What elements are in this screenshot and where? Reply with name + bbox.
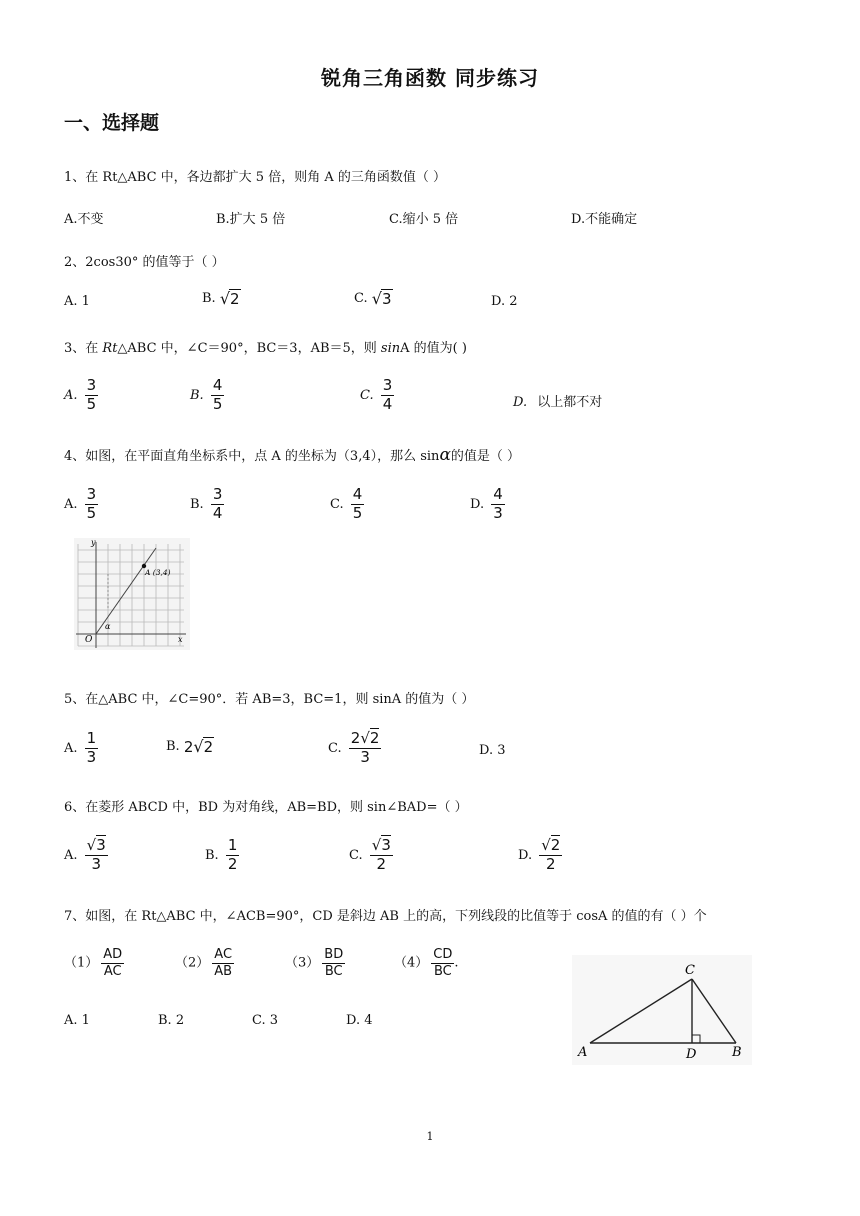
q4-option-d: [470, 487, 505, 522]
q2-option-b: [202, 289, 241, 308]
y-axis-label: y: [91, 538, 96, 547]
q5-option-a-fraction: [85, 731, 99, 766]
q7-item-2: [175, 948, 234, 978]
numerator: 1: [86, 729, 97, 747]
q3-option-c-fraction: [381, 378, 395, 413]
denominator: 3: [493, 503, 503, 522]
q4-option-b-label: B.: [190, 496, 204, 512]
numerator: CD: [433, 947, 453, 962]
q4-option-a-fraction: [85, 487, 99, 522]
question-2-text: 2、2cos30° 的值等于（ ）: [64, 255, 225, 270]
q2-c-radicand: 3: [381, 290, 392, 308]
q3-option-d-text: 以上都不对: [537, 395, 603, 410]
q1-option-c: C.缩小 5 倍: [389, 212, 459, 227]
q7-item-3: [285, 948, 345, 978]
radicand: 3: [381, 836, 391, 854]
q7-fraction-3: [322, 948, 345, 978]
q2-option-c-label: C.: [354, 291, 368, 306]
denominator: 3: [86, 747, 97, 766]
q6-option-a: [64, 838, 108, 873]
denominator: 3: [91, 854, 101, 873]
numerator: 2√2: [350, 729, 380, 747]
q3-option-b-fraction: [211, 378, 225, 413]
vertex-B-label: B: [732, 1045, 742, 1060]
question-7-text: 7、如图，在 Rt△ABC 中，∠ACB=90°，CD 是斜边 AB 上的高，下列线段的比值等于 cosA 的值的有（ ）个: [64, 909, 707, 924]
q4-option-b: [190, 487, 224, 522]
radicand: 3: [96, 836, 106, 854]
q3-option-a-label: A.: [64, 387, 78, 403]
q3-text-mid: △ABC 中，∠C＝90°，BC＝3，AB＝5，则: [117, 341, 381, 356]
q3-text-pre: 3、在: [64, 341, 103, 356]
numerator: AC: [214, 947, 233, 962]
question-6-text: 6、在菱形 ABCD 中，BD 为对角线，AB=BD，则 sin∠BAD=（ ）: [64, 800, 468, 815]
numerator: 3: [212, 485, 223, 503]
question-4-text: [64, 445, 520, 465]
denominator: 3: [360, 747, 370, 766]
q2-option-d: D. 2: [491, 294, 518, 309]
q7-option-c: C. 3: [252, 1013, 279, 1028]
q7-fraction-4: [431, 948, 454, 978]
vertex-A-label: A: [578, 1045, 588, 1060]
item-index: （2）: [175, 955, 210, 971]
denominator: BC: [324, 963, 343, 979]
coefficient: 2: [183, 738, 194, 756]
question-1-text: 1、在 Rt△ABC 中，各边都扩大 5 倍，则角 A 的三角函数值（ ）: [64, 170, 446, 185]
q5-option-c-label: C.: [328, 740, 342, 756]
numerator: √3: [86, 836, 106, 854]
q5-option-d: D. 3: [479, 743, 506, 758]
denominator: AB: [214, 963, 233, 979]
q3-option-c-label: C.: [360, 387, 374, 403]
q3-option-b: [190, 378, 224, 413]
q5-option-b: [166, 737, 214, 756]
radicand: 2: [203, 738, 214, 756]
q6-option-d-label: D.: [518, 847, 533, 863]
q2-option-a: A. 1: [64, 294, 90, 309]
numerator: AD: [103, 947, 123, 962]
q4-option-c: [330, 487, 364, 522]
page-title: 锐角三角函数 同步练习: [321, 66, 539, 90]
alpha-symbol: α: [439, 445, 451, 465]
origin-label: O: [85, 635, 93, 645]
q6-option-b: [205, 838, 239, 873]
numerator: 3: [86, 376, 97, 394]
numerator: 3: [382, 376, 393, 394]
q3-option-d: [513, 391, 602, 410]
q3-option-b-label: B.: [190, 387, 204, 403]
section-heading: 一、选择题: [64, 112, 160, 134]
q2-option-c-value: √ 3: [371, 289, 392, 308]
q7-option-a: A. 1: [64, 1013, 90, 1028]
numerator: 4: [212, 376, 223, 394]
q1-option-b: B.扩大 5 倍: [216, 212, 286, 227]
denominator: 2: [546, 854, 556, 873]
q4-option-a: [64, 487, 98, 522]
denominator: 5: [86, 503, 97, 522]
denominator: AC: [103, 963, 122, 979]
q6-option-b-label: B.: [205, 847, 219, 863]
numerator: 3: [86, 485, 97, 503]
q5-option-b-value: 2 √ 2: [183, 737, 214, 756]
q4-option-b-fraction: [211, 487, 225, 522]
q3-option-a: [64, 378, 98, 413]
q7-option-d: D. 4: [346, 1013, 373, 1028]
item-index: （4）: [394, 955, 429, 971]
q4-option-c-label: C.: [330, 496, 344, 512]
x-axis-label: x: [178, 635, 183, 644]
denominator: 5: [352, 503, 363, 522]
q7-fraction-1: [101, 948, 124, 978]
q4-option-d-label: D.: [470, 496, 485, 512]
q6-option-b-fraction: [226, 838, 240, 873]
item-index: （1）: [64, 955, 99, 971]
q2-option-c: [354, 289, 393, 308]
question-5-text: 5、在△ABC 中，∠C=90°．若 AB=3，BC=1，则 sinA 的值为（ ）: [64, 692, 475, 707]
denominator: 2: [376, 854, 387, 873]
q6-option-a-fraction: [85, 838, 108, 873]
figure-background: [572, 955, 752, 1065]
q2-option-b-value: √ 2: [219, 289, 240, 308]
q6-option-d: [518, 838, 562, 873]
q3-text-sin: sin: [380, 341, 401, 356]
denominator: 5: [86, 394, 97, 413]
q4-option-c-fraction: [351, 487, 365, 522]
q7-item-4: [394, 948, 459, 978]
q7-option-b: B. 2: [158, 1013, 185, 1028]
q5-option-c-fraction: [349, 731, 382, 766]
coefficient: 2: [350, 729, 361, 747]
q4-text-post: 的值是（ ）: [450, 449, 521, 464]
q6-option-a-label: A.: [64, 847, 78, 863]
q3-option-a-fraction: [85, 378, 99, 413]
point-D-label: D: [686, 1047, 697, 1062]
numerator: √2: [541, 836, 561, 854]
q6-option-c-fraction: [370, 838, 393, 873]
q1-option-a: A.不变: [64, 212, 104, 227]
item-index: （3）: [285, 955, 320, 971]
denominator: 5: [212, 394, 223, 413]
q4-option-d-fraction: [491, 487, 505, 522]
q6-option-d-fraction: [539, 838, 562, 873]
period: .: [454, 955, 459, 971]
angle-alpha-label: α: [105, 622, 111, 631]
q4-text-pre: 4、如图，在平面直角坐标系中，点 A 的坐标为（3,4），那么 sin: [64, 449, 440, 464]
q7-triangle-figure: [572, 955, 752, 1065]
q7-fraction-2: [212, 948, 234, 978]
denominator: 4: [212, 503, 223, 522]
q2-b-radicand: 2: [230, 290, 240, 308]
denominator: 4: [382, 394, 393, 413]
q5-option-a-label: A.: [64, 740, 78, 756]
q3-option-d-label: D.: [513, 395, 528, 410]
q5-option-c: [328, 731, 381, 766]
q1-option-d: D.不能确定: [571, 212, 638, 227]
numerator: 4: [493, 485, 503, 503]
question-3-text: [64, 337, 467, 356]
q5-option-b-label: B.: [166, 739, 180, 754]
numerator: BD: [324, 947, 344, 962]
q3-text-rt: Rt: [102, 341, 118, 356]
q3-text-post: A 的值为( ): [400, 341, 467, 356]
radicand: 2: [550, 836, 561, 854]
numerator: 4: [352, 485, 363, 503]
q4-coordinate-figure: [74, 538, 190, 650]
numerator: 1: [227, 836, 238, 854]
page-number: 1: [426, 1130, 434, 1143]
numerator: √3: [371, 836, 391, 854]
q6-option-c-label: C.: [349, 847, 363, 863]
denominator: BC: [433, 963, 452, 979]
q6-option-c: [349, 838, 393, 873]
q4-option-a-label: A.: [64, 496, 78, 512]
q7-item-1: [64, 948, 124, 978]
q2-option-b-label: B.: [202, 291, 216, 306]
point-A-label: A (3,4): [145, 568, 171, 577]
q3-option-c: [360, 378, 394, 413]
vertex-C-label: C: [685, 963, 695, 978]
q5-option-a: [64, 731, 98, 766]
radicand: 2: [369, 729, 380, 747]
denominator: 2: [227, 854, 238, 873]
